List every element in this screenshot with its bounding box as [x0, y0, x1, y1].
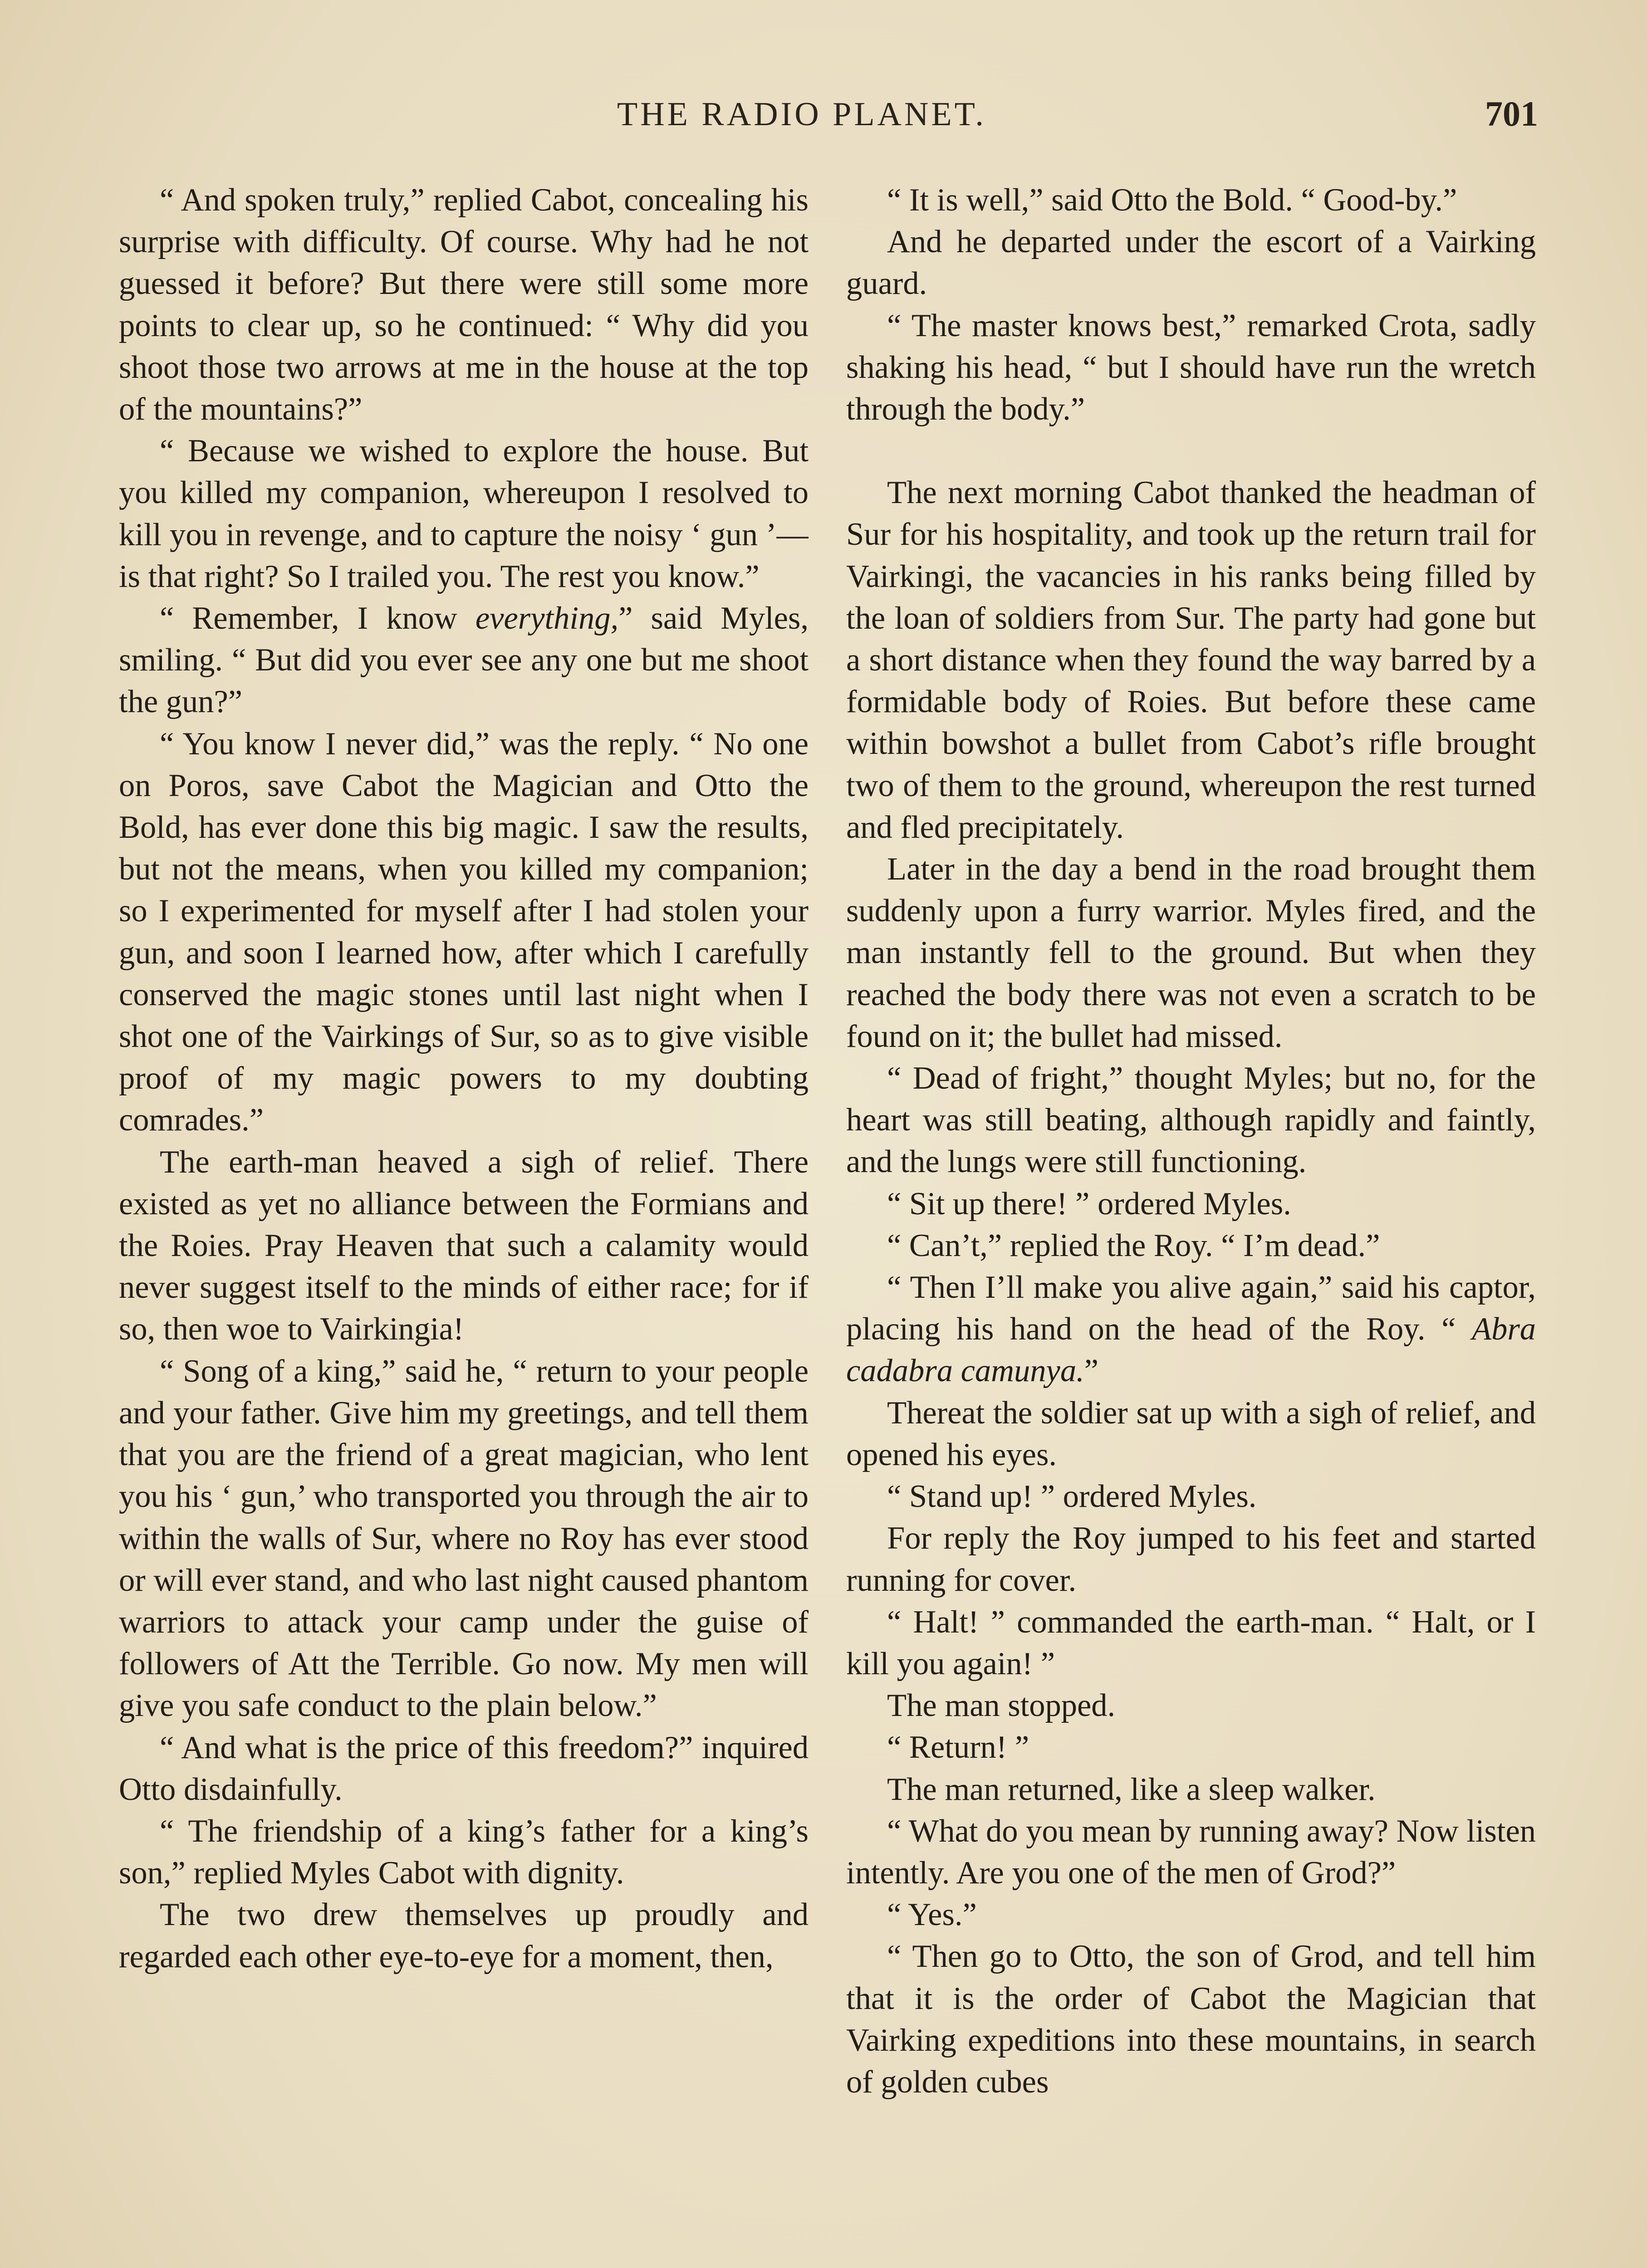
paragraph: The earth-man heaved a sigh of relief. There existed as yet no alliance between the Formians and the Roies. Pray Heaven that such a calamity would never suggest itself to the minds of either race; for if so, then woe to Vairkingia! [119, 1144, 809, 1347]
paragraph: Thereat the soldier sat up with a sigh of relief, and opened his eyes. [846, 1395, 1536, 1472]
italic-word: everything, [475, 601, 619, 636]
paragraph: For reply the Roy jumped to his feet and started running for cover. [846, 1520, 1536, 1598]
running-title: THE RADIO PLANET. [617, 96, 986, 133]
paragraph: “ The master knows best,” remarked Crota, sadly shaking his head, “ but I should have run the wretch through the body.” [846, 308, 1536, 427]
paragraph: Later in the day a bend in the road brought them suddenly upon a furry warrior. Myles fired, and the man instantly fell to the ground. But when they reached the body there was not even a scratch to be found on it; the bullet had missed. [846, 851, 1536, 1054]
italic-phrase: Abra cadabra camunya. [846, 1311, 1536, 1389]
paragraph: “ Song of a king,” said he, “ return to your people and your father. Give him my greetings, and tell them that you are the friend of a great magician, who lent you his ‘ gun,’ who transported you through the air to within the walls of Sur, where no Roy has ever stood or will ever stand, and who last night caused phantom warriors to attack your camp under the guise of followers of Att the Terrible. Go now. My men will give you safe conduct to the plain below.” [119, 1353, 809, 1724]
paragraph: “ Dead of fright,” thought Myles; but no, for the heart was still beating, although rapidly and faintly, and the lungs were still functioning. [846, 1061, 1536, 1180]
paragraph: “ Remember, I know everything,” said Myles, smiling. “ But did you ever see any one but me shoot the gun?” [119, 601, 809, 720]
page-number: 701 [1485, 94, 1538, 133]
paragraph: The man returned, like a sleep walker. [887, 1771, 1376, 1807]
paragraph: The man stopped. [887, 1688, 1116, 1724]
paragraph: “ The friendship of a king’s father for a king’s son,” replied Myles Cabot with dignity. [119, 1813, 809, 1891]
left-column [119, 179, 809, 2268]
paragraph: “ You know I never did,” was the reply. “ No one on Poros, save Cabot the Magician and Otto the Bold, has ever done this big magic. I saw the results, but not the means, when you killed my companion; so I experimented for myself after I had stolen your gun, and soon I learned how, after which I carefully conserved the magic stones until last night when I shot one of the Vairkings of Sur, so as to give visible proof of my magic powers to my doubting comrades.” [119, 726, 809, 1138]
paragraph: “ What do you mean by running away? Now listen intently. Are you one of the men of Grod?” [846, 1813, 1536, 1891]
paragraph: “ And what is the price of this freedom?” inquired Otto disdainfully. [119, 1730, 809, 1807]
paragraph: The next morning Cabot thanked the headman of Sur for his hospitality, and took up the return trail for Vairkingi, the vacancies in his ranks being filled by the loan of soldiers from Sur. The party had gone but a short distance when they found the way barred by a formidable body of Roies. But before these came within bowshot a bullet from Cabot’s rifle brought two of them to the ground, whereupon the rest turned and fled precipitately. [846, 475, 1536, 845]
paragraph: “ Because we wished to explore the house. But you killed my companion, whereupon I resolved to kill you in revenge, and to capture the noisy ‘ gun ’—is that right? So I trailed you. The rest you know.” [119, 433, 809, 594]
paragraph: “ It is well,” said Otto the Bold. “ Good-by.” [887, 182, 1457, 218]
paragraph: The two drew themselves up proudly and regarded each other eye-to-eye for a moment, then, [119, 1897, 809, 1975]
paragraph: “ Return! ” [887, 1730, 1029, 1765]
paragraph: “ Then I’ll make you alive again,” said his captor, placing his hand on the head of the Roy. “ Abra cadabra camunya.” [846, 1270, 1536, 1389]
paragraph: “ And spoken truly,” replied Cabot, concealing his surprise with difficulty. Of course. Why had he not guessed it before? But there were still some more points to clear up, so he continued: “ Why did you shoot those two arrows at me in the house at the top of the mountains?” [119, 182, 809, 427]
paragraph: “ Then go to Otto, the son of Grod, and tell him that it is the order of Cabot the Magician that Vairking expeditions into these mountains, in search of golden cubes [846, 1939, 1536, 2100]
paragraph: “ Yes.” [887, 1897, 977, 1933]
paragraph: “ Stand up! ” ordered Myles. [887, 1479, 1257, 1515]
paragraph: And he departed under the escort of a Vairking guard. [846, 224, 1536, 302]
paragraph: “ Can’t,” replied the Roy. “ I’m dead.” [887, 1227, 1380, 1263]
right-column [846, 179, 1536, 2268]
running-header [118, 95, 1538, 159]
paragraph: “ Sit up there! ” ordered Myles. [887, 1186, 1291, 1222]
paragraph: “ Halt! ” commanded the earth-man. “ Halt, or I kill you again! ” [846, 1604, 1536, 1681]
